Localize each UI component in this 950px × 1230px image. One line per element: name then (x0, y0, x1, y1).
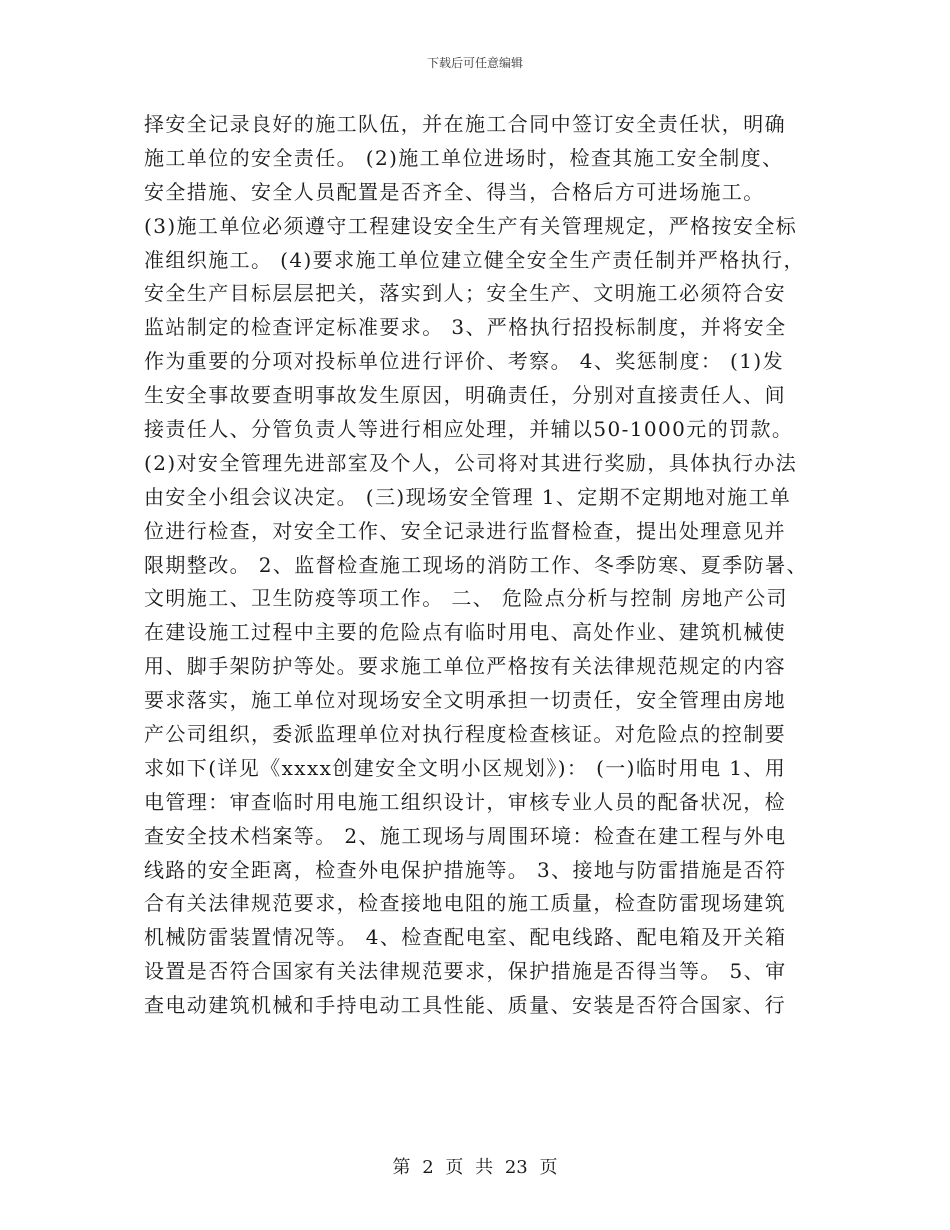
text-line: 施工单位的安全责任。 (2)施工单位进场时，检查其施工安全制度、 (144, 145, 784, 170)
text-line: 接责任人、分管负责人等进行相应处理，并辅以50-1000元的罚款。 (144, 417, 794, 442)
text-line: 产公司组织，委派监理单位对执行程度检查核证。对危险点的控制要 (144, 722, 786, 747)
text-line: 作为重要的分项对投标单位进行评价、考察。 4、奖惩制度： (1)发 (144, 349, 784, 374)
text-line: 位进行检查，对安全工作、安全记录进行监督检查，提出处理意见并 (144, 518, 786, 543)
text-line: 用、脚手架防护等处。要求施工单位严格按有关法律规范规定的内容 (144, 654, 786, 679)
text-line: 线路的安全距离，检查外电保护措施等。 3、接地与防雷措施是否符 (144, 857, 787, 882)
text-line: 准组织施工。 (4)要求施工单位建立健全安全生产责任制并严格执行， (144, 247, 805, 272)
text-line: 在建设施工过程中主要的危险点有临时用电、高处作业、建筑机械使 (144, 620, 786, 645)
text-line: 限期整改。 2、监督检查施工现场的消防工作、冬季防寒、夏季防暑、 (144, 552, 808, 577)
document-body (144, 108, 814, 1023)
text-line: (2)对安全管理先进部室及个人，公司将对其进行奖励，具体执行办法 (144, 450, 798, 475)
page-number-footer: 第 2 页 共 23 页 (392, 1157, 558, 1178)
text-line: 求如下(详见《xxxx创建安全文明小区规划》)： (一)临时用电 1、用 (144, 755, 787, 780)
text-line: 由安全小组会议决定。 (三)现场安全管理 1、定期不定期地对施工单 (144, 484, 792, 509)
text-line: 设置是否符合国家有关法律规范要求，保护措施是否得当等。 5、审 (144, 959, 787, 984)
text-line: (3)施工单位必须遵守工程建设安全生产有关管理规定，严格按安全标 (144, 213, 798, 238)
text-line: 查电动建筑机械和手持电动工具性能、质量、安装是否符合国家、行 (144, 993, 786, 1018)
text-line: 合有关法律规范要求，检查接地电阻的施工质量，检查防雷现场建筑 (144, 891, 786, 916)
text-line: 要求落实，施工单位对现场安全文明承担一切责任，安全管理由房地 (144, 688, 786, 713)
text-line: 安全措施、安全人员配置是否齐全、得当，合格后方可进场施工。 (144, 179, 765, 204)
text-line: 文明施工、卫生防疫等项工作。 二、 危险点分析与控制 房地产公司 (144, 586, 788, 611)
text-line: 生安全事故要查明事故发生原因，明确责任，分别对直接责任人、间 (144, 383, 786, 408)
text-line: 查安全技术档案等。 2、施工现场与周围环境：检查在建工程与外电 (144, 823, 787, 848)
text-line: 电管理：审查临时用电施工组织设计，审核专业人员的配备状况，检 (144, 789, 786, 814)
text-line: 机械防雷装置情况等。 4、检查配电室、配电线路、配电箱及开关箱 (144, 925, 787, 950)
text-line: 监站制定的检查评定标准要求。 3、严格执行招投标制度，并将安全 (144, 315, 787, 340)
page-header: 下载后可任意编辑 (426, 56, 523, 70)
text-line: 安全生产目标层层把关，落实到人；安全生产、文明施工必须符合安 (144, 281, 786, 306)
text-line: 择安全记录良好的施工队伍，并在施工合同中签订安全责任状，明确 (144, 112, 786, 136)
